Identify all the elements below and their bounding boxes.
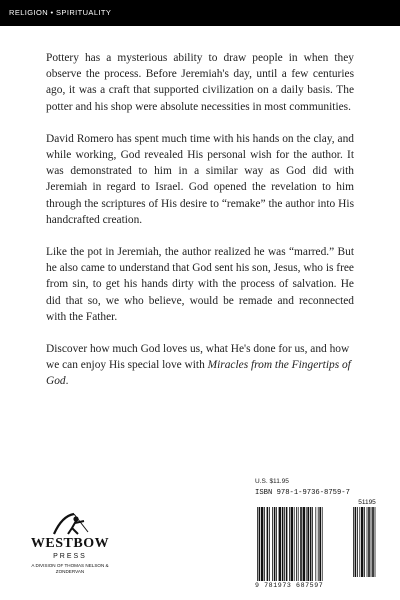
blurb-paragraph-4: [46, 341, 354, 390]
blurb-paragraph-3: Like the pot in Jeremiah, the author realized he was “marred.” But he also came to understand that God sent his son, Jesus, who is free from sin, to get his hands dirty with the process of salvation. He did that so, we who believe, would be remade and reconnected with the Father.: [46, 246, 354, 323]
top-banner: [0, 0, 400, 26]
isbn-label: ISBN 978-1-9736-8759-7: [255, 489, 350, 497]
publisher-division: A DIVISION OF THOMAS NELSON & ZONDERVAN: [31, 563, 109, 574]
publisher-name: WESTBOW: [30, 536, 110, 551]
publisher-press: PRESS: [53, 553, 87, 560]
category-label: RELIGION • SPIRITUALITY: [9, 8, 112, 17]
back-cover-blurb: [46, 50, 354, 406]
addon-code: 51195: [358, 499, 376, 506]
bowman-icon: [48, 512, 92, 536]
price-label: U.S. $11.95: [255, 478, 289, 485]
blurb-paragraph-4-text: Discover how much God loves us, what He's done for us, and how we can enjoy His special love with: [46, 343, 350, 372]
blurb-paragraph-2: David Romero has spent much time with his hands on the clay, and while working, God revealed His personal wish for the author. It was demonstrated to him in a similar way as God did with Jeremiah in regard to Israel. God opened the revelation to him through the scriptures of His desire to “remake” the author into His handcrafted creation.: [46, 132, 354, 226]
blurb-paragraph-1: Pottery has a mysterious ability to draw people in when they observe the process. Before Jeremiah's day, until a few centuries ago, it was a craft that supported civilization on a daily basis. The potter and his shop were absolute necessities in most communities.: [46, 52, 354, 113]
ean-digits: 9 781973 687597: [255, 582, 324, 589]
book-title: Miracles from the Fingertips of God: [46, 359, 351, 388]
westbow-press-logo: [22, 512, 118, 592]
barcode-image: [255, 507, 385, 585]
blurb-paragraph-4-end: .: [65, 375, 69, 388]
barcode-block: [255, 478, 385, 594]
